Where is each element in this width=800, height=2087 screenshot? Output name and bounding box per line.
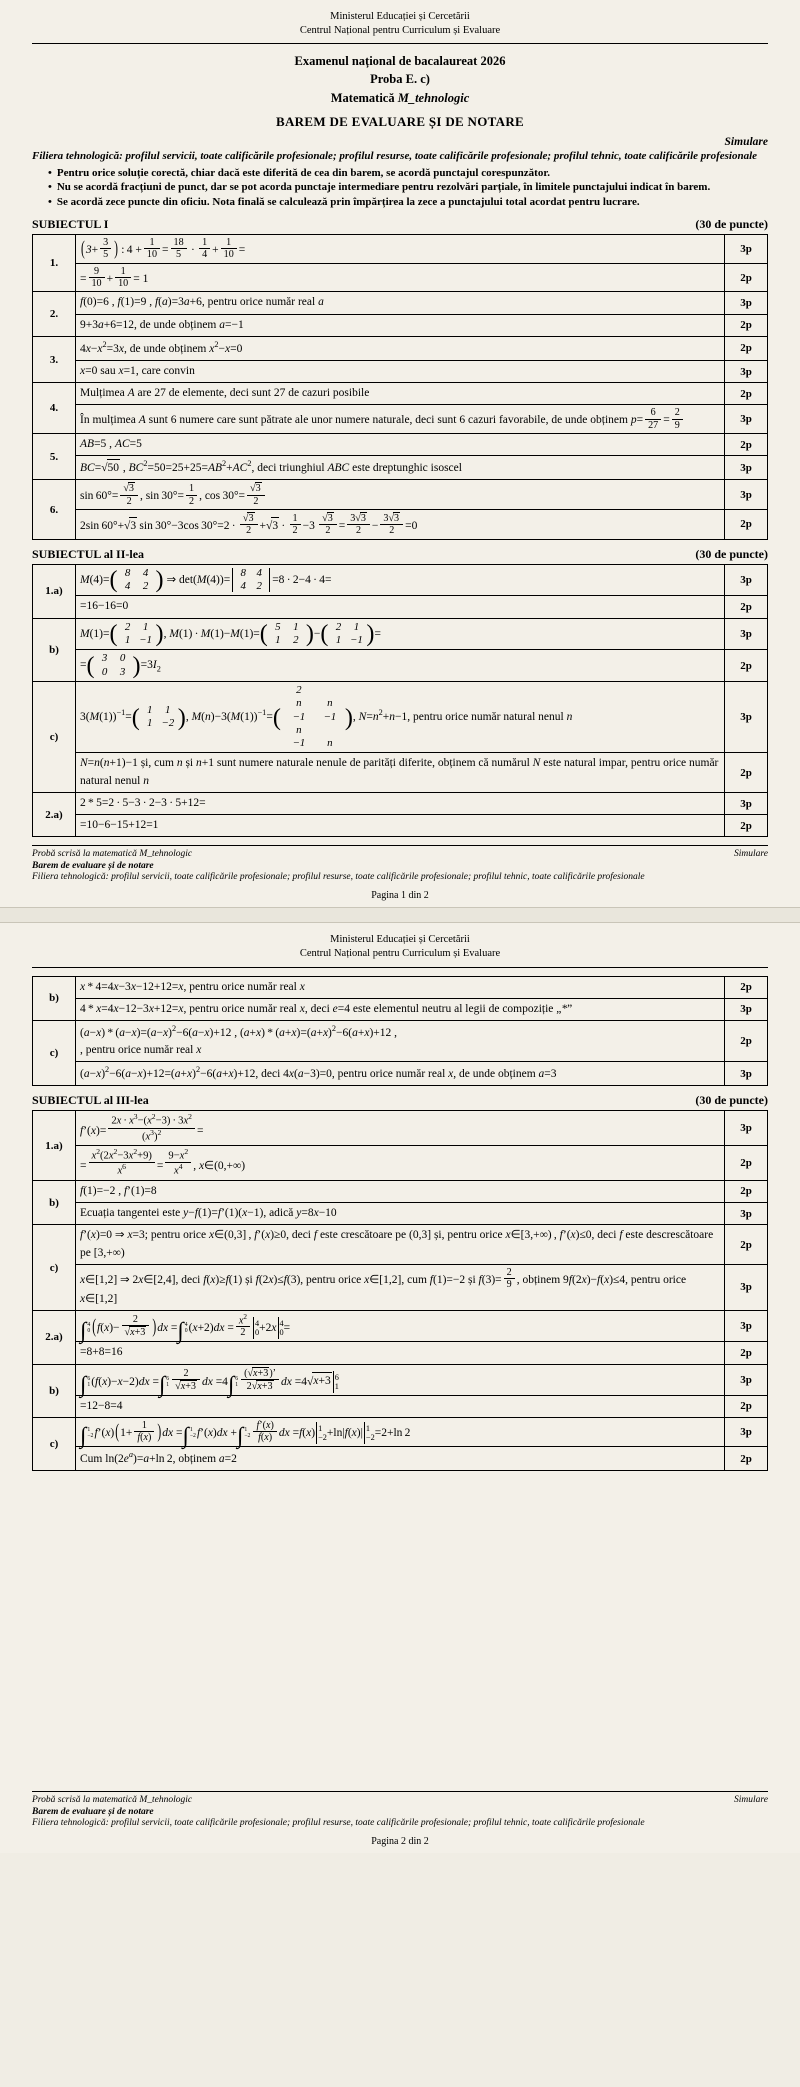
table-row <box>33 235 768 264</box>
subject-2-table-continued <box>32 976 768 1087</box>
table-row <box>33 1111 768 1146</box>
item-number: c) <box>33 681 76 792</box>
table-row <box>33 1418 768 1447</box>
table-row <box>33 405 768 434</box>
ministry-header <box>32 10 768 41</box>
table-row <box>33 792 768 814</box>
points-cell: 3p <box>725 480 768 510</box>
footer-page-number: Pagina 1 din 2 <box>371 890 429 902</box>
points-cell: 2p <box>725 650 768 682</box>
solution-cell: = ( 3 0 0 3 ) $=3I_2$ <box>76 650 725 682</box>
subject-2-points: (30 de puncte) <box>695 546 768 561</box>
points-cell: 3p <box>725 1310 768 1342</box>
points-cell: 2p <box>725 1180 768 1202</box>
subject-3-heading <box>32 1093 768 1108</box>
solution-cell: f’(x)=0 ⇒ x=3; pentru orice x∈(0,3] , f’(x)≥0, deci f este crescătoare pe (0,3] și, pentru orice x∈[3,+∞) , f’(x)≤0, deci f este descrescătoare pe [3,+∞) <box>76 1225 725 1265</box>
ministry-line-2: Centrul Național pentru Curriculum și Evaluare <box>299 25 501 37</box>
document-page-1 <box>0 0 800 907</box>
solution-cell: =16−16=0 <box>76 596 725 618</box>
solution-cell: 4 * x=4x−12−3x+12=x, pentru orice număr real x, deci e=4 este elementul neutru al legii de compoziție „*” <box>76 998 725 1020</box>
table-row <box>33 1447 768 1471</box>
subject-1-heading <box>32 217 768 232</box>
subject-2-heading <box>32 547 768 562</box>
subject-2-label: SUBIECTUL al II-lea <box>32 546 145 561</box>
item-number: 5. <box>33 434 76 480</box>
table-row <box>33 1146 768 1181</box>
footer-simulare: Simulare <box>734 849 768 860</box>
table-row <box>33 564 768 596</box>
ministry-line-1: Ministerul Educației și Cercetării <box>330 934 470 946</box>
table-row <box>33 1203 768 1225</box>
points-cell: 2p <box>725 434 768 456</box>
exam-subject: Matematică M_tehnologic <box>330 90 470 105</box>
solution-cell: x=0 sau x=1, care convin <box>76 360 725 382</box>
ministry-line-2: Centrul Național pentru Curriculum și Evaluare <box>299 948 501 960</box>
table-row <box>33 998 768 1020</box>
solution-cell: M(4)= ( 8 4 4 2 ) ⇒ det(M(4))= 8 4 4 2 =8 · 2−4 · 4= <box>76 564 725 596</box>
table-row <box>33 1062 768 1086</box>
grading-note: • Pentru orice soluție corectă, chiar dacă este diferită de cea din barem, se acordă punctajul corespunzător. <box>48 166 768 181</box>
points-cell: 2p <box>725 596 768 618</box>
points-cell: 2p <box>725 1395 768 1417</box>
points-cell: 2p <box>725 1146 768 1181</box>
points-cell: 3p <box>725 1418 768 1447</box>
points-cell: 3p <box>725 1364 768 1395</box>
table-row <box>33 1264 768 1310</box>
exam-proba: Proba E. c) <box>370 72 430 87</box>
points-cell: 3p <box>725 405 768 434</box>
table-row <box>33 263 768 292</box>
table-row <box>33 314 768 336</box>
footer-barem-line: Barem de evaluare și de notare <box>32 1806 154 1817</box>
footer-barem-line: Barem de evaluare și de notare <box>32 860 154 871</box>
points-cell: 2p <box>725 1342 768 1364</box>
points-cell: 2p <box>725 1225 768 1265</box>
solution-cell: 9+3a+6=12, de unde obținem a=−1 <box>76 314 725 336</box>
table-row <box>33 1225 768 1265</box>
footer-test-name: Probă scrisă la matematică M_tehnologic <box>32 1795 193 1806</box>
subject-3-label: SUBIECTUL al III-lea <box>32 1093 149 1108</box>
footer-line-1 <box>32 848 768 860</box>
solution-cell: 2sin 60°+√3 sin 30°−3cos 30°=2 · $\frac{√3}{2}$ +√3 · $\frac{1}{2}$ −3 $\frac{√3}{2}$ = $\frac{3√3}{2}$ − $\frac{3√3}{2}$ =0 <box>76 510 725 540</box>
grading-notes <box>32 166 768 211</box>
table-row <box>33 292 768 314</box>
solution-cell: f(1)=−2 , f’(1)=8 <box>76 1180 725 1202</box>
solution-cell: (3+ $\frac{3}{5}$ ) : 4 + $\frac{1}{10}$ = $\frac{18}{5}$ · $\frac{1}{4}$ + $\frac{1}{10}$ = <box>76 235 725 264</box>
solution-cell: ∫ 1 −2 f’(x)(1+ $\frac{1}{f(x)}$ )dx =∫ 1 −2 f’(x)dx +∫ 1 −2 $\frac{f’(x)}{f(x)}$ dx =f(x) 1 −2 +ln|f(x)| 1 −2 =2+ln 2 <box>76 1418 725 1447</box>
points-cell: 3p <box>725 1111 768 1146</box>
solution-cell: AB=5 , AC=5 <box>76 434 725 456</box>
table-row <box>33 1364 768 1395</box>
subject-3-points: (30 de puncte) <box>695 1093 768 1108</box>
solution-cell: În mulțimea A sunt 6 numere care sunt pătrate ale unor numere naturale, deci sunt 6 cazuri favorabile, de unde obținem p= $\frac{6}{27}$ = $\frac{2}{9}$ <box>76 405 725 434</box>
table-row <box>33 336 768 360</box>
points-cell: 3p <box>725 998 768 1020</box>
subject-1-table <box>32 234 768 540</box>
solution-cell: ∫ 4 0 (f(x)− $\frac{2}{√x+3}$ )dx =∫ 4 0 (x+2)dx = $\frac{x^2}{2}$ 4 0 +2x 4 0 = <box>76 1310 725 1342</box>
footer-filiera: Filiera tehnologică: profilul servicii, toate calificările profesionale; profilul resurse, toate calificările profesionale; profilul tehnic, toate calificările profesionale <box>32 871 645 882</box>
points-cell: 3p <box>725 1062 768 1086</box>
points-cell: 3p <box>725 564 768 596</box>
points-cell: 2p <box>725 336 768 360</box>
simulare-label: Simulare <box>724 135 768 148</box>
points-cell: 3p <box>725 792 768 814</box>
footer-line-1 <box>32 1794 768 1806</box>
table-row <box>33 596 768 618</box>
points-cell: 3p <box>725 681 768 753</box>
table-row <box>33 976 768 998</box>
table-row <box>33 815 768 837</box>
solution-cell: $(a-x)^2-6(a-x)+12=(a+x)^2-6(a+x)+12$, deci 4x(a−3)=0, pentru orice număr real x, de unde obținem a=3 <box>76 1062 725 1086</box>
grading-note: • Se acordă zece puncte din oficiu. Nota finală se calculează prin împărțirea la zece a punctajului total acordat pentru lucrare. <box>48 195 768 210</box>
table-row <box>33 1310 768 1342</box>
footer-simulare: Simulare <box>734 1795 768 1806</box>
table-row <box>33 480 768 510</box>
points-cell: 2p <box>725 815 768 837</box>
item-number: b) <box>33 976 76 1021</box>
solution-cell: =8+8=16 <box>76 1342 725 1364</box>
table-row <box>33 360 768 382</box>
footer-page-number: Pagina 2 din 2 <box>371 1836 429 1848</box>
table-row <box>33 753 768 793</box>
page-1-footer <box>32 845 768 901</box>
subject-3-table <box>32 1110 768 1471</box>
item-number: c) <box>33 1418 76 1471</box>
table-row <box>33 456 768 480</box>
points-cell: 2p <box>725 314 768 336</box>
exam-title: Examenul național de bacalaureat 2026 <box>294 54 506 69</box>
table-row <box>33 1021 768 1062</box>
points-cell: 2p <box>725 263 768 292</box>
subject-2-table <box>32 564 768 838</box>
footer-test-name: Probă scrisă la matematică M_tehnologic <box>32 849 193 860</box>
table-row <box>33 681 768 753</box>
solution-cell: = $\frac{9}{10}$ + $\frac{1}{10}$ = 1 <box>76 263 725 292</box>
item-number: 1. <box>33 235 76 292</box>
solution-cell: $(a-x) * (a-x)=(a-x)^2-6(a-x)+12$ , $(a+x) * (a+x)=(a+x)^2-6(a+x)+12$ , , pentru orice număr real x <box>76 1021 725 1062</box>
table-row <box>33 1342 768 1364</box>
points-cell: 3p <box>725 235 768 264</box>
item-number: c) <box>33 1021 76 1086</box>
solution-cell: BC=√50 , $BC^2=50=25+25=AB^2+AC^2$, deci triunghiul ABC este dreptunghic isoscel <box>76 456 725 480</box>
document-page-2 <box>0 923 800 1853</box>
points-cell: 3p <box>725 292 768 314</box>
item-number: 2.a) <box>33 792 76 837</box>
points-cell: 3p <box>725 618 768 650</box>
item-number: b) <box>33 1364 76 1417</box>
points-cell: 3p <box>725 1203 768 1225</box>
solution-cell: f(0)=6 , f(1)=9 , f(a)=3a+6, pentru orice număr real a <box>76 292 725 314</box>
points-cell: 3p <box>725 456 768 480</box>
solution-cell: sin 60°= $\frac{√3}{2}$ , sin 30°= $\frac{1}{2}$ , cos 30°= $\frac{√3}{2}$ <box>76 480 725 510</box>
table-row <box>33 1180 768 1202</box>
item-number: b) <box>33 618 76 681</box>
item-number: 3. <box>33 336 76 382</box>
item-number: 2.a) <box>33 1310 76 1364</box>
solution-cell: ∫ 6 1 (f(x)−x−2)dx =∫ 6 1 $\frac{2}{√x+3}$ dx =4∫ 6 1 $\frac{(√x+3)’}{2√x+3}$ dx =4√x+3 6 1 <box>76 1364 725 1395</box>
header-divider <box>32 43 768 44</box>
item-number: 2. <box>33 292 76 337</box>
subject-1-points: (30 de puncte) <box>695 217 768 232</box>
grading-note: • Nu se acordă fracțiuni de punct, dar se pot acorda punctaje intermediare pentru rezolvări parțiale, în limitele punctajului indicat în barem. <box>48 180 768 195</box>
ministry-header-page2 <box>32 933 768 964</box>
points-cell: 2p <box>725 976 768 998</box>
header-divider <box>32 967 768 968</box>
solution-cell: = $\frac{x^2(2x^2-3x^2+9)}{x^6}$ = $\frac{9-x^2}{x^4}$ , x∈(0,+∞) <box>76 1146 725 1181</box>
title-block <box>32 52 768 106</box>
solution-cell: f’(x)= $\frac{2x \cdot x^3-(x^2-3) \cdot 3x^2}{(x^3)^2}$ = <box>76 1111 725 1146</box>
table-row <box>33 383 768 405</box>
solution-cell: x∈[1,2] ⇒ 2x∈[2,4], deci f(x)≥f(1) și f(2x)≤f(3), pentru orice x∈[1,2], cum f(1)=−2 și f(3)= $\frac{2}{9}$ , obținem 9f(2x)−f(x)≤4, pentru orice x∈[1,2] <box>76 1264 725 1310</box>
points-cell: 2p <box>725 1021 768 1062</box>
solution-cell: Mulțimea A are 27 de elemente, deci sunt 27 de cazuri posibile <box>76 383 725 405</box>
solution-cell: $3(M(1))^{-1}=$ ( 1 1 1 −2 ) , $M(n)-3(M(1))^{-1}=$ ( 2 n −1 n −1 n −1 n ) , $N=n^2+n-1$, pentru orice număr natural nenul n <box>76 681 725 753</box>
ministry-line-1: Ministerul Educației și Cercetării <box>330 11 470 22</box>
page-2-footer <box>32 1791 768 1847</box>
solution-cell: 2 * 5=2 · 5−3 · 2−3 · 5+12= <box>76 792 725 814</box>
points-cell: 2p <box>725 753 768 793</box>
points-cell: 2p <box>725 1447 768 1471</box>
solution-cell: Ecuația tangentei este y−f(1)=f’(1)(x−1), adică y=8x−10 <box>76 1203 725 1225</box>
filiera-note: Filiera tehnologică: profilul servicii, toate calificările profesionale; profilul resurse, toate calificările profesionale; profilul tehnic, toate calificările profesionale <box>32 149 758 162</box>
points-cell: 2p <box>725 383 768 405</box>
item-number: 1.a) <box>33 1111 76 1180</box>
item-number: 6. <box>33 480 76 539</box>
item-number: 1.a) <box>33 564 76 618</box>
item-number: b) <box>33 1180 76 1225</box>
page-separator <box>0 907 800 923</box>
item-number: c) <box>33 1225 76 1310</box>
barem-title: BAREM DE EVALUARE ȘI DE NOTARE <box>276 113 524 129</box>
table-row <box>33 650 768 682</box>
table-row <box>33 434 768 456</box>
footer-filiera: Filiera tehnologică: profilul servicii, toate calificările profesionale; profilul resurse, toate calificările profesionale; profilul tehnic, toate calificările profesionale <box>32 1817 645 1828</box>
table-row <box>33 510 768 540</box>
subject-1-label: SUBIECTUL I <box>32 217 109 232</box>
solution-cell: x * 4=4x−3x−12+12=x, pentru orice număr real x <box>76 976 725 998</box>
solution-cell: $4x-x^2=3x$, de unde obținem $x^2-x=0$ <box>76 336 725 360</box>
solution-cell: M(1)= ( 2 1 1 −1 ) , M(1) · M(1)−M(1)= ( 5 1 1 2 ) − ( 2 1 1 −1 ) = <box>76 618 725 650</box>
table-row <box>33 618 768 650</box>
points-cell: 2p <box>725 510 768 540</box>
solution-cell: Cum $\ln(2e^a)=a+\ln$ 2, obținem a=2 <box>76 1447 725 1471</box>
solution-cell: =12−8=4 <box>76 1395 725 1417</box>
points-cell: 3p <box>725 360 768 382</box>
item-number: 4. <box>33 383 76 434</box>
points-cell: 3p <box>725 1264 768 1310</box>
solution-cell: =10−6−15+12=1 <box>76 815 725 837</box>
solution-cell: N=n(n+1)−1 și, cum n și n+1 sunt numere naturale nenule de parități diferite, obținem că numărul N este natural impar, pentru orice număr natural nenul n <box>76 753 725 793</box>
table-row <box>33 1395 768 1417</box>
